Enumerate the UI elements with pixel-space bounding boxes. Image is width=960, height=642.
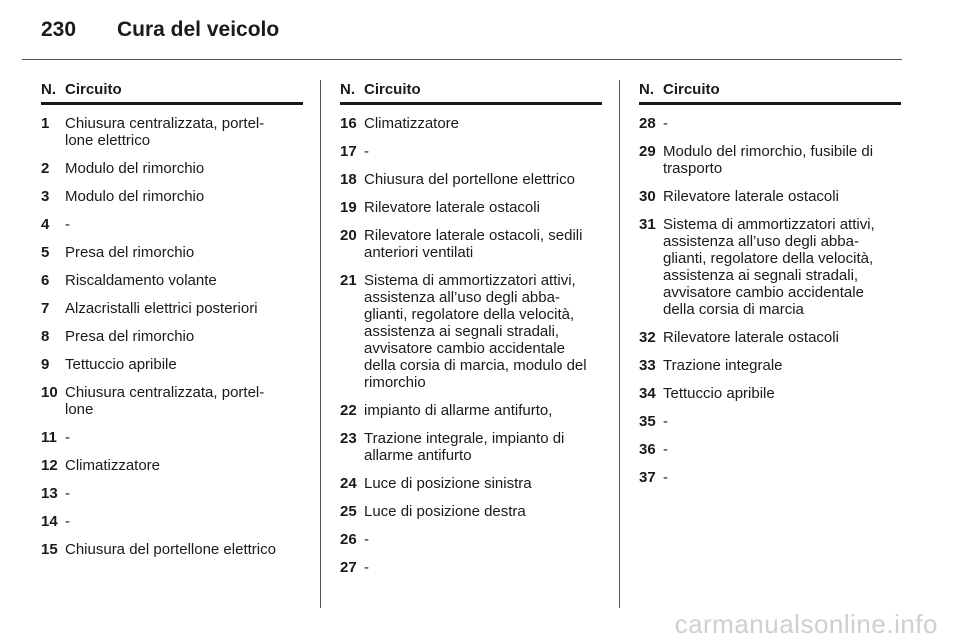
fuse-number: 8 xyxy=(41,328,50,345)
fuse-number: 9 xyxy=(41,356,50,373)
table-row xyxy=(41,160,303,177)
fuse-number: 36 xyxy=(639,441,656,458)
table-row xyxy=(340,402,602,419)
table-row xyxy=(340,475,602,492)
header-circuit: Circuito xyxy=(364,81,421,98)
fuse-number: 26 xyxy=(340,531,357,548)
fuse-number: 15 xyxy=(41,541,58,558)
table-row xyxy=(41,541,303,558)
fuse-number: 16 xyxy=(340,115,357,132)
fuse-number: 6 xyxy=(41,272,50,289)
circuit-description: - xyxy=(65,513,70,530)
table-row xyxy=(41,115,303,149)
fuse-table-column-3 xyxy=(639,80,901,497)
column-header xyxy=(340,80,602,102)
circuit-description: Trazione integrale, impianto di allarme antifurto xyxy=(364,430,565,464)
fuse-number: 19 xyxy=(340,199,357,216)
table-row xyxy=(41,328,303,345)
circuit-description: Climatizzatore xyxy=(364,115,460,132)
fuse-number: 37 xyxy=(639,469,656,486)
table-row xyxy=(340,199,602,216)
table-row xyxy=(340,430,602,464)
fuse-number: 23 xyxy=(340,430,357,447)
watermark: carmanualsonline.info xyxy=(674,609,938,639)
table-row xyxy=(340,171,602,188)
table-row xyxy=(41,216,303,233)
page-title: Cura del veicolo xyxy=(117,18,280,41)
fuse-number: 34 xyxy=(639,385,656,402)
fuse-number: 7 xyxy=(41,300,50,317)
circuit-description: Riscaldamento volante xyxy=(65,272,217,289)
table-row xyxy=(41,300,303,317)
circuit-description: - xyxy=(663,441,668,458)
circuit-description: Luce di posizione sinistra xyxy=(364,475,532,492)
circuit-description: - xyxy=(65,485,70,502)
circuit-description: - xyxy=(364,559,369,576)
circuit-description: Sistema di ammortizzatori attivi, assistenza all’uso degli abba- glianti, regolatore della velocità, assistenza ai segnali stradali, avvisatore cambio accidentale della corsia di marcia, modulo del rimorchio xyxy=(364,272,587,391)
table-row xyxy=(639,188,901,205)
fuse-number: 11 xyxy=(41,429,57,446)
table-row xyxy=(639,329,901,346)
header-circuit: Circuito xyxy=(663,81,720,98)
circuit-description: Rilevatore laterale ostacoli, sedili anteriori ventilati xyxy=(364,227,583,261)
fuse-number: 12 xyxy=(41,457,58,474)
table-row xyxy=(41,457,303,474)
fuse-number: 32 xyxy=(639,329,656,346)
table-row xyxy=(41,272,303,289)
fuse-number: 30 xyxy=(639,188,656,205)
table-row xyxy=(340,531,602,548)
column-separator xyxy=(619,80,620,608)
header-divider xyxy=(22,59,902,60)
circuit-description: Rilevatore laterale ostacoli xyxy=(364,199,540,216)
fuse-number: 35 xyxy=(639,413,656,430)
circuit-description: Chiusura centralizzata, portel- lone elettrico xyxy=(65,115,265,149)
table-row xyxy=(41,188,303,205)
circuit-description: Luce di posizione destra xyxy=(364,503,526,520)
table-row xyxy=(340,115,602,132)
circuit-description: - xyxy=(663,469,668,486)
circuit-description: - xyxy=(364,143,369,160)
table-row xyxy=(41,244,303,261)
fuse-number: 20 xyxy=(340,227,357,244)
circuit-description: Modulo del rimorchio xyxy=(65,188,205,205)
circuit-description: Rilevatore laterale ostacoli xyxy=(663,329,839,346)
table-row xyxy=(41,384,303,418)
fuse-number: 28 xyxy=(639,115,656,132)
fuse-number: 1 xyxy=(41,115,50,132)
circuit-description: Alzacristalli elettrici posteriori xyxy=(65,300,258,317)
fuse-table-column-1 xyxy=(41,80,303,569)
fuse-table-column-2 xyxy=(340,80,602,587)
fuse-number: 25 xyxy=(340,503,357,520)
fuse-number: 18 xyxy=(340,171,357,188)
fuse-number: 14 xyxy=(41,513,58,530)
table-row xyxy=(340,272,602,391)
table-row xyxy=(639,143,901,177)
table-row xyxy=(639,357,901,374)
fuse-number: 31 xyxy=(639,216,656,233)
table-row xyxy=(639,441,901,458)
circuit-description: impianto di allarme antifurto, xyxy=(364,402,553,419)
fuse-number: 2 xyxy=(41,160,50,177)
column-header xyxy=(639,80,901,102)
fuse-number: 21 xyxy=(340,272,357,289)
table-row xyxy=(340,227,602,261)
fuse-number: 22 xyxy=(340,402,357,419)
fuse-number: 27 xyxy=(340,559,357,576)
fuse-number: 29 xyxy=(639,143,656,160)
circuit-description: Modulo del rimorchio xyxy=(65,160,205,177)
circuit-description: - xyxy=(663,115,668,132)
circuit-description: Tettuccio apribile xyxy=(65,356,177,373)
header-number: N. xyxy=(639,81,654,98)
fuse-number: 10 xyxy=(41,384,58,401)
fuse-number: 3 xyxy=(41,188,50,205)
circuit-description: - xyxy=(364,531,369,548)
column-separator xyxy=(320,80,321,608)
fuse-number: 13 xyxy=(41,485,58,502)
header-circuit: Circuito xyxy=(65,81,122,98)
table-row xyxy=(639,385,901,402)
circuit-description: Climatizzatore xyxy=(65,457,161,474)
fuse-number: 17 xyxy=(340,143,357,160)
circuit-description: - xyxy=(663,413,668,430)
circuit-description: - xyxy=(65,429,70,446)
column-header xyxy=(41,80,303,102)
circuit-description: Chiusura centralizzata, portel- lone xyxy=(65,384,265,418)
table-row xyxy=(41,513,303,530)
table-row xyxy=(41,485,303,502)
header-rule xyxy=(639,102,901,105)
header-rule xyxy=(41,102,303,105)
table-row xyxy=(41,356,303,373)
circuit-description: - xyxy=(65,216,70,233)
circuit-description: Tettuccio apribile xyxy=(663,385,775,402)
page-number: 230 xyxy=(41,18,77,41)
table-row xyxy=(639,216,901,318)
circuit-description: Sistema di ammortizzatori attivi, assistenza all’uso degli abba- glianti, regolatore della velocità, assistenza ai segnali stradali, avvisatore cambio accidentale della corsia di marcia xyxy=(663,216,875,318)
table-row xyxy=(340,143,602,160)
table-row xyxy=(340,559,602,576)
circuit-description: Presa del rimorchio xyxy=(65,244,195,261)
fuse-number: 4 xyxy=(41,216,50,233)
header-number: N. xyxy=(340,81,355,98)
fuse-number: 5 xyxy=(41,244,50,261)
fuse-number: 24 xyxy=(340,475,357,492)
circuit-description: Trazione integrale xyxy=(663,357,783,374)
table-row xyxy=(639,469,901,486)
page-header xyxy=(41,18,279,42)
circuit-description: Rilevatore laterale ostacoli xyxy=(663,188,839,205)
table-row xyxy=(41,429,303,446)
circuit-description: Chiusura del portellone elettrico xyxy=(364,171,575,188)
circuit-description: Modulo del rimorchio, fusibile di trasporto xyxy=(663,143,874,177)
circuit-description: Presa del rimorchio xyxy=(65,328,195,345)
table-row xyxy=(340,503,602,520)
header-number: N. xyxy=(41,81,56,98)
table-row xyxy=(639,413,901,430)
header-rule xyxy=(340,102,602,105)
circuit-description: Chiusura del portellone elettrico xyxy=(65,541,276,558)
fuse-number: 33 xyxy=(639,357,656,374)
table-row xyxy=(639,115,901,132)
